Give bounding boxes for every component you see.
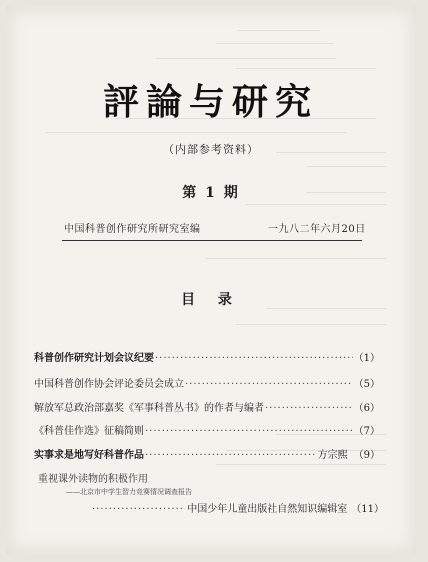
toc-entry[interactable]	[92, 500, 384, 515]
toc-entry[interactable]	[34, 422, 380, 437]
issue-number: 第 1 期	[182, 185, 240, 201]
toc-entry-title: 《科普佳作选》征稿简则	[34, 426, 144, 437]
dot-leader	[92, 504, 185, 515]
dot-leader	[265, 403, 353, 414]
publication-date: 一九八二年六月20日	[268, 224, 366, 235]
internal-reference-note: （内部参考资料）	[163, 143, 259, 156]
toc-entry-page: （1）	[353, 353, 380, 364]
toc-entry-page: （5）	[353, 379, 380, 390]
toc-entry-title: 科普创作研究计划会议纪要	[34, 353, 154, 364]
dot-leader	[145, 426, 353, 437]
toc-heading: 目 录	[181, 292, 241, 308]
toc-entry-title: 实事求是地写好科普作品	[34, 450, 144, 461]
article-title[interactable]: 重视课外读物的积极作用	[38, 474, 148, 485]
toc-entry[interactable]	[34, 375, 380, 390]
scanned-page	[6, 6, 416, 554]
journal-title: 評論与研究	[102, 81, 318, 123]
toc-entry-author: 方宗熙	[317, 450, 348, 461]
header-divider	[62, 240, 362, 241]
toc-entry[interactable]	[34, 399, 380, 414]
dot-leader	[155, 353, 353, 364]
dot-leader	[145, 450, 317, 461]
toc-entry-page: （6）	[353, 403, 380, 414]
toc-entry[interactable]	[34, 446, 380, 461]
editor-line: 中国科普创作研究所研究室编	[64, 224, 201, 235]
toc-entry-page: （11）	[351, 504, 384, 515]
article-subtitle: ——北京市中学生智力竞赛情况调查报告	[66, 488, 192, 496]
toc-entry-title: 中国科普创作协会评论委员会成立	[34, 379, 184, 390]
article-source: 中国少年儿童出版社自然知识编辑室	[187, 504, 348, 515]
toc-entry[interactable]	[34, 349, 380, 364]
toc-entry-title: 解放军总政治部嘉奖《军事科普丛书》的作者与编者	[34, 403, 264, 414]
toc-entry-page: （7）	[353, 426, 380, 437]
dot-leader	[185, 379, 353, 390]
toc-entry-page: （9）	[353, 450, 380, 461]
